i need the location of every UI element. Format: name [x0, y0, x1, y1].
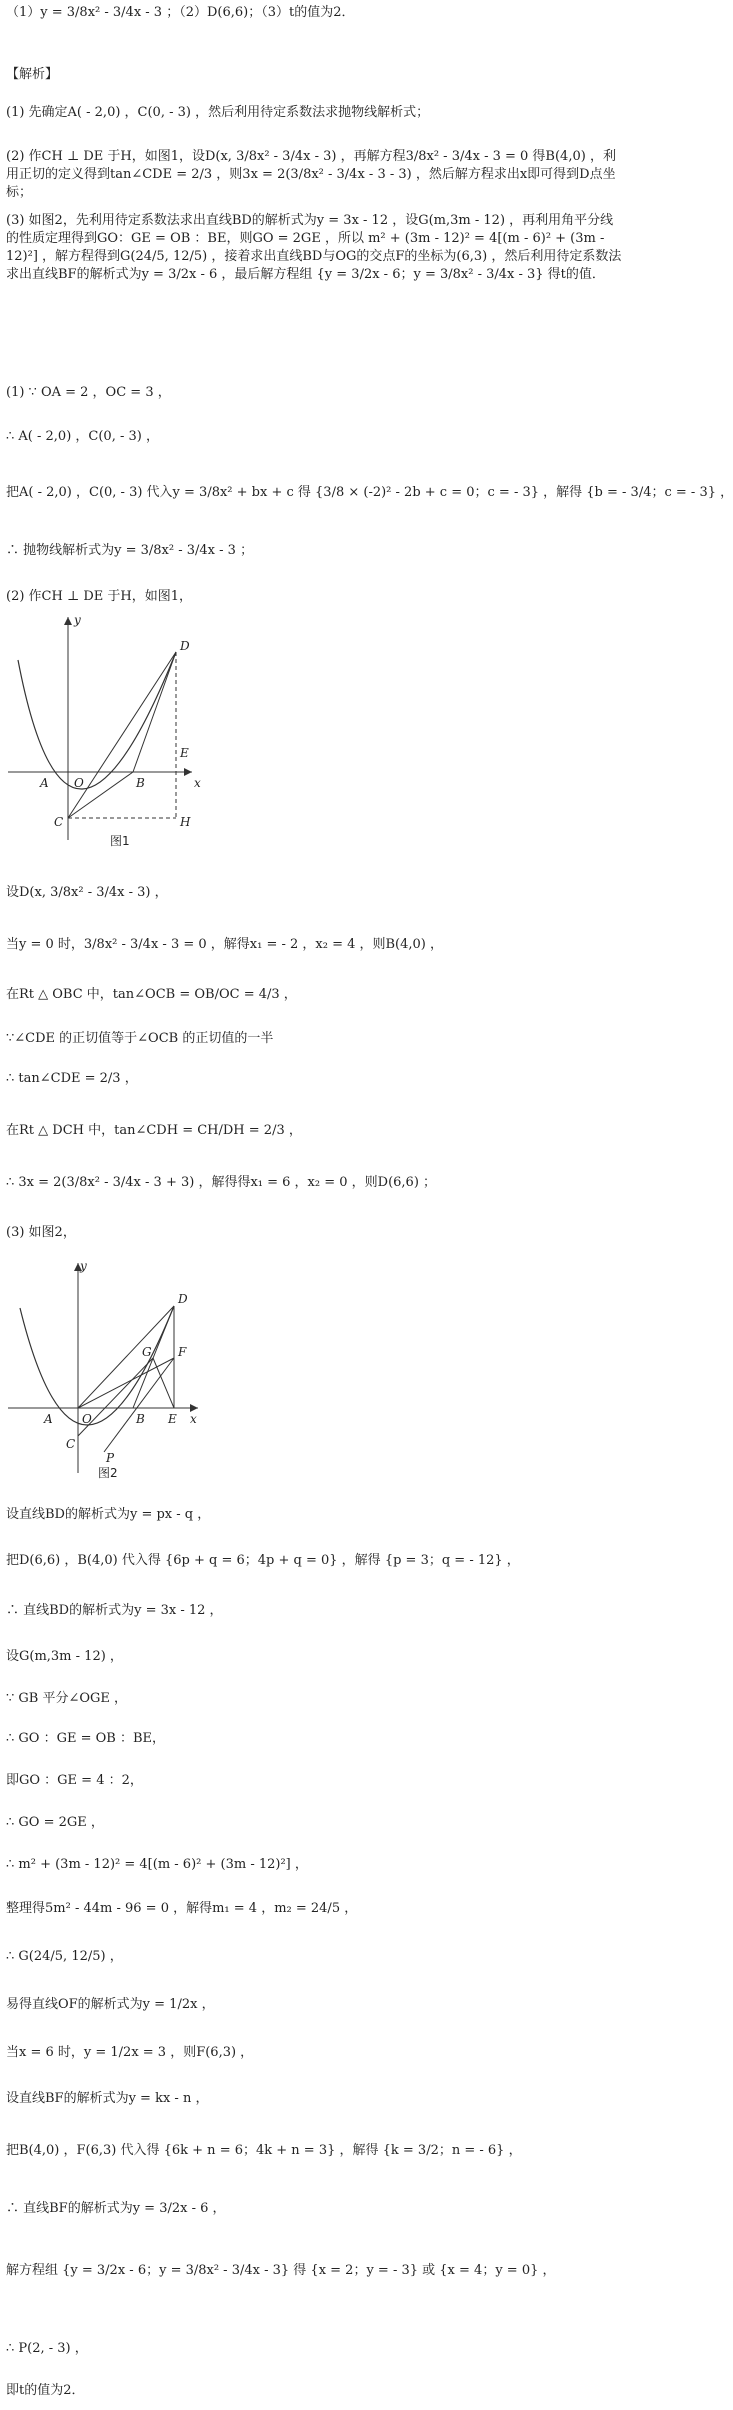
- step-line: 即t的值为2．: [6, 2383, 85, 2398]
- fig2-label-x: x: [190, 1412, 197, 1426]
- step-line: ∴ m² + (3m - 12)² = 4[(m - 6)² + (3m - 12)²] ，: [6, 1857, 308, 1872]
- step-line: ∴ G(24/5, 12/5) ，: [6, 1949, 123, 1964]
- step-line: (1) ∵ OA = 2 ，OC = 3 ，: [6, 385, 171, 400]
- step-line: ∴ 抛物线解析式为y = 3/8x² - 3/4x - 3 ；: [6, 543, 254, 558]
- step-line: 当x = 6 时，y = 1/2x = 3 ，则F(6,3) ，: [6, 2045, 254, 2060]
- step-line: 当y = 0 时，3/8x² - 3/4x - 3 = 0 ，解得x₁ = - 2 ，x₂ = 4 ，则B(4,0) ，: [6, 937, 444, 952]
- fig1-label-a: A: [40, 776, 49, 790]
- step-line: ∴ tan∠CDE = 2/3 ，: [6, 1071, 138, 1086]
- step-line: (3) 如图2，: [6, 1225, 76, 1240]
- step-line: 设D(x, 3/8x² - 3/4x - 3) ，: [6, 885, 168, 900]
- figure-1: [8, 612, 208, 842]
- figure-2: [8, 1258, 208, 1478]
- step-line: 设直线BD的解析式为y = px - q ，: [6, 1507, 211, 1522]
- fig1-label-x: x: [194, 776, 201, 790]
- step-line: ∴ 直线BF的解析式为y = 3/2x - 6 ，: [6, 2201, 226, 2216]
- step-line: 在Rt △ OBC 中，tan∠OCB = OB/OC = 4/3 ，: [6, 987, 297, 1002]
- fig1-label-h: H: [180, 815, 191, 829]
- step-line: 解方程组 {y = 3/2x - 6；y = 3/8x² - 3/4x - 3} 得 {x = 2；y = - 3} 或 {x = 4；y = 0} ，: [6, 2263, 556, 2278]
- fig2-label-p: P: [106, 1451, 115, 1465]
- answer-line: （1）y = 3/8x² - 3/4x - 3 ；（2）D(6,6)；（3）t的值为2．: [6, 5, 355, 20]
- fig2-label-d: D: [178, 1292, 188, 1306]
- fig1-label-d: D: [180, 639, 190, 653]
- step-line: ∴ P(2, - 3) ，: [6, 2341, 88, 2356]
- fig2-label-c: C: [66, 1437, 76, 1451]
- analysis-point-1: (1) 先确定A( - 2,0) ，C(0, - 3) ，然后利用待定系数法求抛物线解析式；: [6, 105, 430, 120]
- step-line: 把B(4,0) ，F(6,3) 代入得 {6k + n = 6；4k + n = 3} ，解得 {k = 3/2；n = - 6} ，: [6, 2143, 522, 2158]
- analysis-point-2: (2) 作CH ⊥ DE 于H，如图1，设D(x, 3/8x² - 3/4x - 3) ，再解方程3/8x² - 3/4x - 3 = 0 得B(4,0) ，利用正切的定义得到tan∠CDE = 2/3 ，则3x = 2(3/8x² - 3/4x - 3 - 3) ，然后解方程求出x即可得到D点坐标；: [6, 149, 616, 200]
- analysis-heading: 【解析】: [6, 67, 59, 82]
- step-line: 把D(6,6) ，B(4,0) 代入得 {6p + q = 6；4p + q = 0} ，解得 {p = 3；q = - 12} ，: [6, 1553, 520, 1568]
- fig1-label-e: E: [180, 746, 189, 760]
- step-line: 设G(m,3m - 12) ，: [6, 1649, 123, 1664]
- step-line: ∵∠CDE 的正切值等于∠OCB 的正切值的一半: [6, 1031, 274, 1046]
- fig1-label-b: B: [136, 776, 145, 790]
- step-line: 把A( - 2,0) ，C(0, - 3) 代入y = 3/8x² + bx + c 得 {3/8 × (-2)² - 2b + c = 0；c = - 3} ，解得 {b = - 3/4；c = - 3} ，: [6, 485, 733, 500]
- step-line: ∵ GB 平分∠OGE ，: [6, 1691, 128, 1706]
- step-line: 易得直线OF的解析式为y = 1/2x ，: [6, 1997, 215, 2012]
- step-line: ∴ 直线BD的解析式为y = 3x - 12 ，: [6, 1603, 223, 1618]
- step-line: 即GO ：GE = 4 ：2，: [6, 1773, 143, 1788]
- fig1-label-o: O: [74, 776, 84, 790]
- fig2-label-b: B: [136, 1412, 145, 1426]
- fig2-label-a: A: [44, 1412, 53, 1426]
- step-line: (2) 作CH ⊥ DE 于H，如图1，: [6, 589, 192, 604]
- fig2-label-f: F: [178, 1345, 187, 1359]
- step-line: ∴ GO = 2GE ，: [6, 1815, 104, 1830]
- fig1-label-y: y: [74, 613, 81, 627]
- step-line: ∴ GO ：GE = OB ：BE，: [6, 1731, 165, 1746]
- step-line: ∴ A( - 2,0) ，C(0, - 3) ，: [6, 429, 159, 444]
- analysis-point-3: (3) 如图2，先利用待定系数法求出直线BD的解析式为y = 3x - 12 ，设G(m,3m - 12) ，再利用角平分线的性质定理得到GO：GE = OB ：BE，则GO = 2GE ，所以 m² + (3m - 12)² = 4[(m - 6)² + (3m - 12)²] ，解方程得到G(24/5, 12/5) ，接着求出直线BD与OG的交点F的坐标为(6,3) ，然后利用待定系数法求出直线BF的解析式为y = 3/2x - 6 ，最后解方程组 {y = 3/2x - 6；y = 3/8x² - 3/4x - 3} 得t的值．: [6, 213, 622, 282]
- fig1-label-c: C: [54, 815, 64, 829]
- step-line: 整理得5m² - 44m - 96 = 0 ，解得m₁ = 4 ，m₂ = 24/5 ，: [6, 1901, 358, 1916]
- step-line: 设直线BF的解析式为y = kx - n ，: [6, 2091, 209, 2106]
- figure-1-caption: 图1: [110, 834, 130, 848]
- step-line: 在Rt △ DCH 中，tan∠CDH = CH/DH = 2/3 ，: [6, 1123, 302, 1138]
- fig2-label-g: G: [142, 1345, 152, 1359]
- fig2-label-o: O: [82, 1412, 92, 1426]
- figure-2-caption: 图2: [98, 1466, 118, 1480]
- fig2-label-e: E: [168, 1412, 177, 1426]
- step-line: ∴ 3x = 2(3/8x² - 3/4x - 3 + 3) ，解得得x₁ = 6 ，x₂ = 0 ，则D(6,6) ；: [6, 1175, 437, 1190]
- fig2-label-y: y: [80, 1259, 87, 1273]
